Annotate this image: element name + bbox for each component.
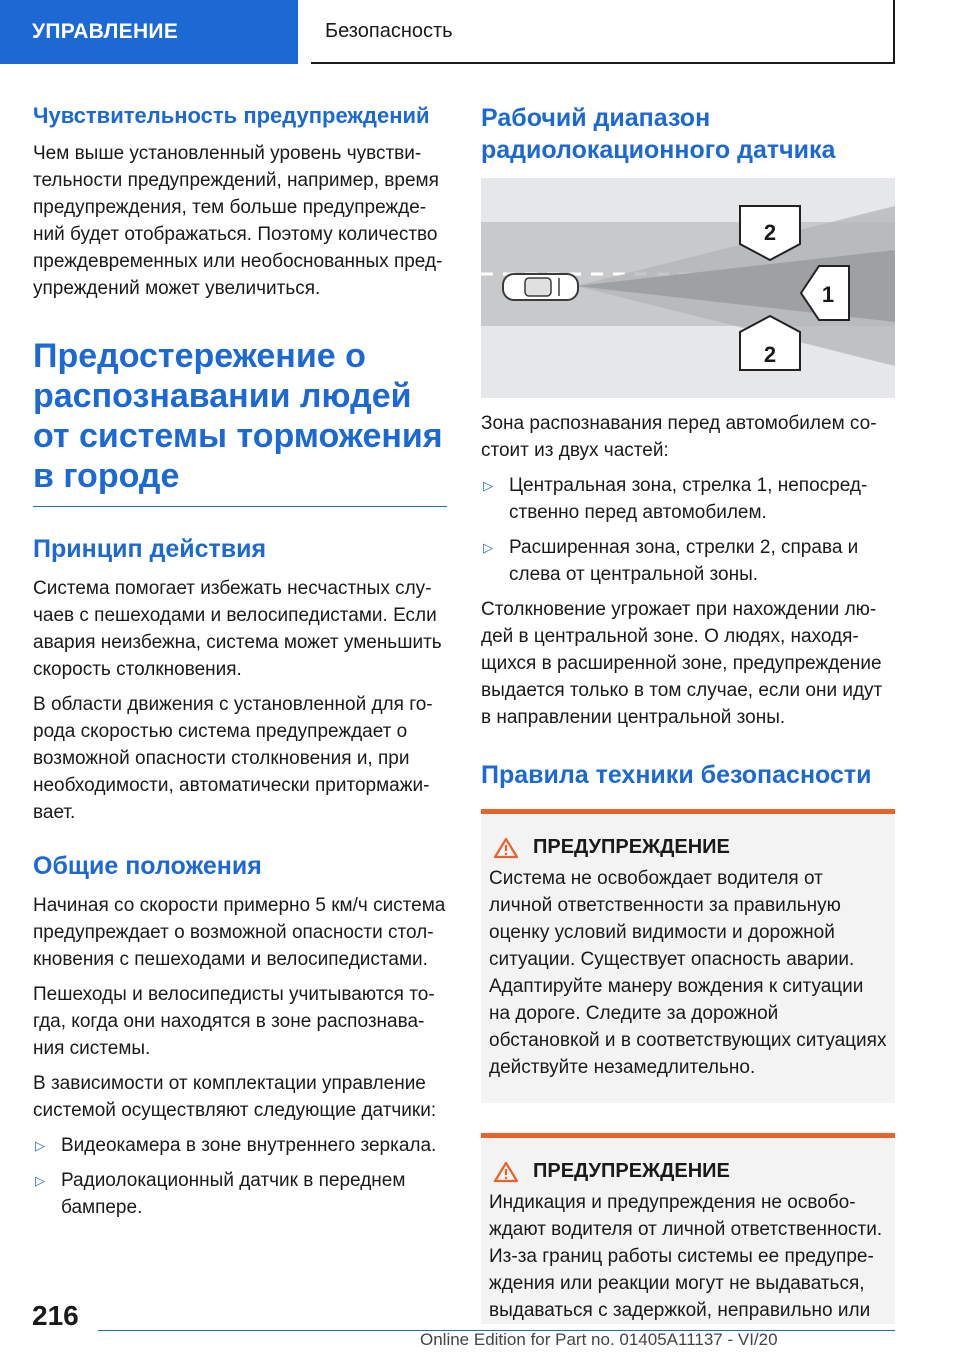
arrow-bottom-label: 2 [763,342,777,367]
list-item [33,1132,447,1159]
page-number: 216 [32,1300,79,1331]
range-paragraph-2: Столкновение угрожает при нахождении людей в центральной зоне. О людях, находящихся в расширенной зоне, предупреждение выдается только в том случае, если они идут в направлении центральной зоны. [481,599,883,728]
arrow-top-label: 2 [763,220,777,245]
radar-range-figure [481,178,895,398]
list-item [481,472,895,526]
list-item [481,534,895,588]
zone-list [481,472,895,588]
warning-header [489,836,887,859]
right-column [481,102,895,1338]
principle-heading: Принцип действия [33,535,267,563]
warning-text: Индикация и предупреждения не освобождают водителя от личной ответственности. Из-за границ работы системы ее предупреждения или реакции могут не выдаваться, выдаваться с задержкой, неправильно или [489,1192,883,1321]
general-paragraph-2: Пешеходы и велосипедисты учитываются тогда, когда они находятся в зоне распознавания системы. [33,984,435,1059]
safety-heading: Правила техники безопасности [481,761,872,789]
list-item-text: Радиолокационный датчик в переднем бампере. [61,1170,406,1218]
list-item-text: Видеокамера в зоне внутреннего зеркала. [61,1135,437,1156]
principle-paragraph-1: Система помогает избежать несчастных случаев с пешеходами и велосипедистами. Если авария неизбежна, система может уменьшить скорость столкновения. [33,578,442,680]
sensitivity-text: Чем выше установленный уровень чувствительности предупреждений, например, время предупреждения, тем больше предупреждений будет отображаться. Поэтому количество преждевременных или необоснованных предупреждений может увеличиться. [33,143,443,299]
triangle-bullet-icon: ▷ [483,478,493,493]
triangle-bullet-icon: ▷ [483,540,493,555]
sensor-list [33,1132,447,1221]
header-chapter-label: Безопасность [325,19,453,42]
warning-box-2 [481,1133,895,1324]
list-item-text: Расширенная зона, стрелки 2, справа и слева от центральной зоны. [509,537,859,585]
arrow-mid-label: 1 [821,282,835,307]
general-paragraph-3: В зависимости от комплектации управление системой осуществляют следующие датчики: [33,1073,437,1121]
general-paragraph-1: Начиная со скорости примерно 5 км/ч система предупреждает о возможной опасности столкновения с пешеходами и велосипедистами. [33,895,446,970]
warning-text: Система не освобождает водителя от личной ответственности за правильную оценку условий видимости и дорожной ситуации. Существует опасность аварии. Адаптируйте манеру вождения к ситуации на дороге. Следите за дорожной обстановкой и в соответствующих ситуациях действуйте незамедлительно. [489,868,887,1078]
triangle-bullet-icon: ▷ [35,1173,45,1188]
car-icon [503,274,578,300]
warning-triangle-icon [493,1161,519,1183]
warning-title: ПРЕДУПРЕЖДЕНИЕ [533,1160,730,1182]
warning-title: ПРЕДУПРЕЖДЕНИЕ [533,836,730,858]
triangle-bullet-icon: ▷ [35,1138,45,1153]
list-item [33,1167,447,1221]
footer-edition: Online Edition for Part no. 01405A11137 - VI/20 [420,1330,778,1349]
warning-box-1 [481,809,895,1103]
header-section-label: УПРАВЛЕНИЕ [32,20,179,43]
principle-paragraph-2: В области движения с установленной для города скоростью система предупреждает о возможной опасности столкновения и, при необходимости, автоматически притормаживает. [33,694,433,823]
list-item-text: Центральная зона, стрелка 1, непосредственно перед автомобилем. [509,475,868,523]
left-column [33,102,447,1229]
header-chapter [311,0,895,64]
general-heading: Общие положения [33,852,262,880]
sensitivity-heading: Чувствительность предупреждений [33,103,430,128]
main-section-title: Предостережение о распознавании людей от системы торможения в городе [33,336,447,507]
range-paragraph-1: Зона распознавания перед автомобилем состоит из двух частей: [481,413,877,461]
warning-triangle-icon [493,837,519,859]
warning-header [489,1160,887,1183]
header-section-tab [0,0,298,64]
range-heading: Рабочий диапазон радиолокационного датчика [481,104,836,164]
